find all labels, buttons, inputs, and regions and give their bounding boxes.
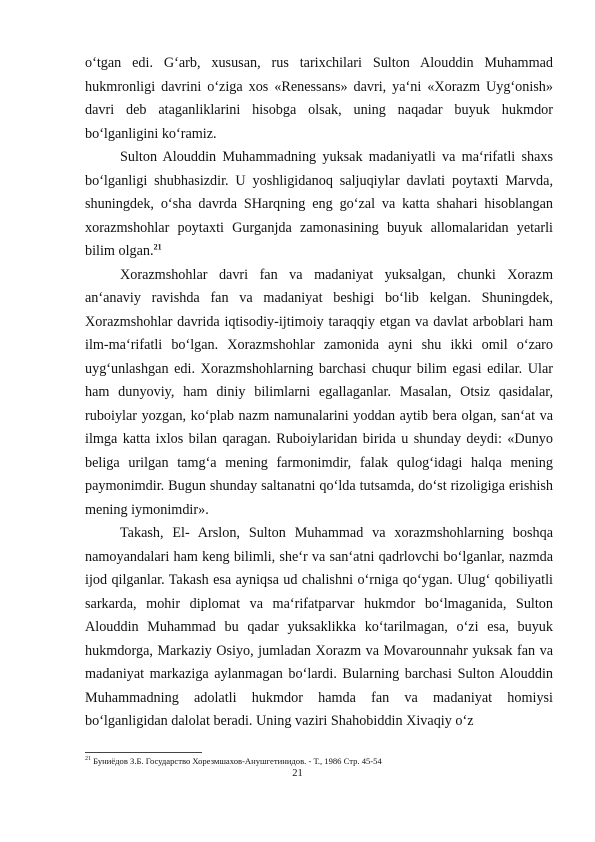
document-body bbox=[85, 52, 553, 734]
page-number: 21 bbox=[292, 768, 303, 779]
footnote-number: 21 bbox=[85, 756, 91, 763]
paragraph-1: o‘tgan edi. G‘arb, xususan, rus tarixchilari Sulton Alouddin Muhammad hukmronligi davrini o‘ziga xos «Renessans» davri, ya‘ni «Xorazm Uyg‘onish» davri deb ataganliklarini hisobga olsak, uning naqadar buyuk hukmdor bo‘lganligini ko‘ramiz. bbox=[85, 55, 553, 142]
footnote bbox=[85, 756, 553, 767]
paragraph-2 bbox=[85, 146, 553, 264]
paragraph-4: Takash, El- Arslon, Sulton Muhammad va xorazmshohlarning boshqa namoyandalari ham keng bilimli, she‘r va san‘atni qadrlovchi bo‘lganlar, nazmda ijod qilganlar. Takash esa ayniqsa ud chalishni o‘rniga qo‘ygan. Ulug‘ qobiliyatli sarkarda, mohir diplomat va ma‘rifatparvar hukmdor bo‘lmaganida, Sulton Alouddin Muhammad bu qadar yuksaklikka ko‘tarilmagan, o‘zi esa, buyuk hukmdorga, Markaziy Osiyo, jumladan Xorazm va Movarounnahr yuksak fan va madaniyat markaziga aylanmagan bo‘lardi. Bularning barchasi Sulton Alouddin Muhammadning adolatli hukmdor hamda fan va madaniyat homiysi bo‘lganligidan dalolat beradi. Uning vaziri Shahobiddin Xivaqiy o‘z bbox=[85, 525, 553, 729]
paragraph-3: Xorazmshohlar davri fan va madaniyat yuksalgan, chunki Xorazm an‘anaviy ravishda fan va madaniyat beshigi bo‘lib kelgan. Shuningdek, Xorazmshohlar davrida iqtisodiy-ijtimoiy taraqqiy etgan va davlat arboblari ham ilm-ma‘rifatli bo‘lgan. Xorazmshohlar zamonida ayni shu ikki omil o‘zaro uyg‘unlashgan edi. Xorazmshohlarning barchasi chuqur bilim egasi edilar. Ular ham dunyoviy, ham diniy bilimlarni egallaganlar. Masalan, Otsiz qasidalar, ruboiylar yozgan, ko‘plab nazm namunalarini yoddan aytib bera olgan, san‘at va ilmga katta ixlos bilan qaragan. Ruboiylaridan birida u shunday deydi: «Dunyo beliga urilgan tamg‘a mening farmonimdir, falak qulog‘idagi halqa mening paymonimdir. Bugun shunday saltanatni qo‘lda tutsamda, do‘st rizoligiga erishish mening iymonimdir». bbox=[85, 266, 553, 518]
footnote-reference[interactable]: 21 bbox=[153, 242, 162, 252]
footnote-text: Буниёдов З.Б. Государство Хорезмшахов-Анушгетинидов. - Т., 1986 Стр. 45-54 bbox=[93, 756, 382, 766]
paragraph-2-text: Sulton Alouddin Muhammadning yuksak madaniyatli va ma‘rifatli shaxs bo‘lganligi shubhasizdir. U yoshligidanoq saljuqiylar davlati poytaxti Marvda, shuningdek, o‘sha davrda SHarqning eng go‘zal va katta shahari hisoblangan xorazmshohlar poytaxti Gurganjda zamonasining buyuk allomalaridan yetarli bilim olgan. bbox=[85, 149, 553, 259]
footnote-separator bbox=[85, 752, 202, 753]
